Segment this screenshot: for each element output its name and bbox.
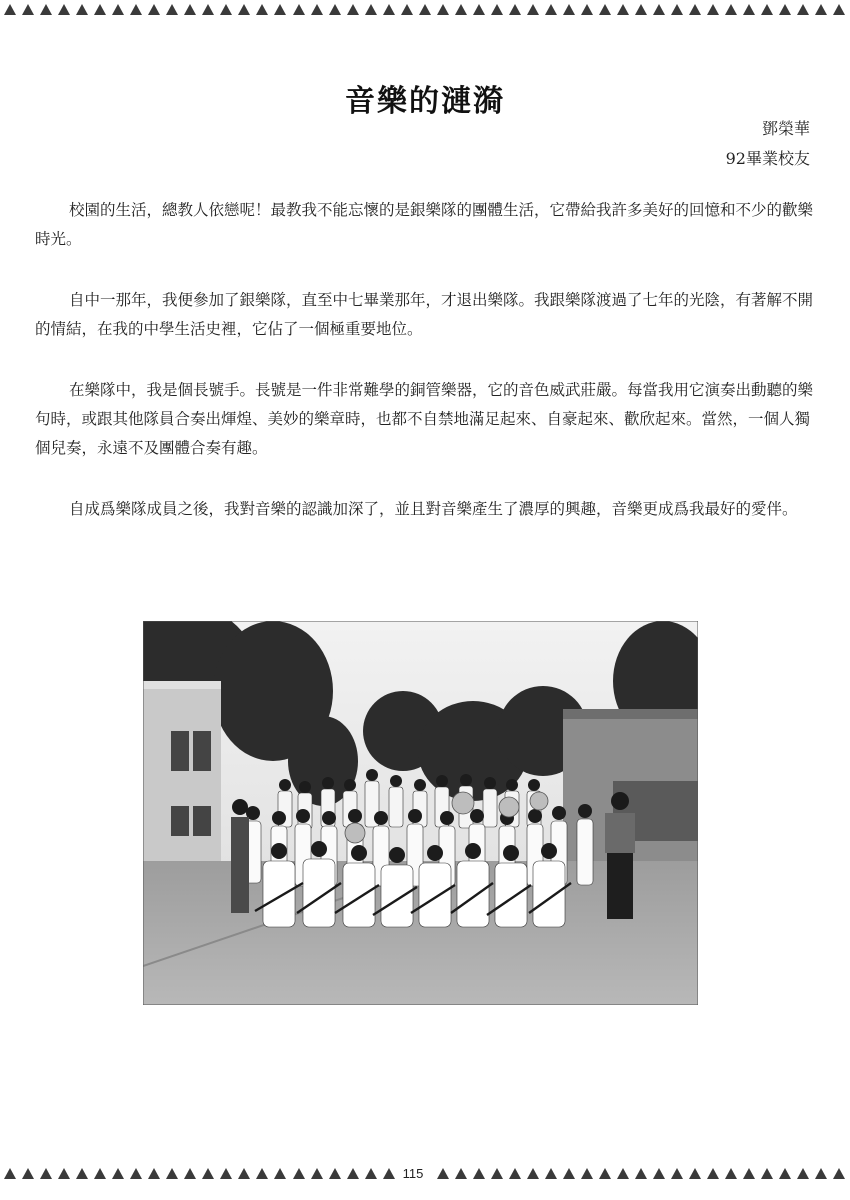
triangle-icon (563, 1168, 575, 1179)
triangle-icon (419, 4, 431, 15)
triangle-icon (599, 4, 611, 15)
triangle-icon (437, 4, 449, 15)
triangle-icon (112, 1168, 124, 1179)
triangle-icon (329, 4, 341, 15)
triangle-icon (743, 4, 755, 15)
triangle-icon (220, 4, 232, 15)
triangle-icon (347, 4, 359, 15)
triangle-icon (293, 1168, 305, 1179)
triangle-icon (833, 4, 845, 15)
triangle-icon (509, 4, 521, 15)
triangle-icon (329, 1168, 341, 1179)
triangle-icon (256, 4, 268, 15)
triangle-icon (653, 4, 665, 15)
triangle-icon (130, 1168, 142, 1179)
paragraph-4: 自成爲樂隊成員之後，我對音樂的認識加深了，並且對音樂產生了濃厚的興趣，音樂更成爲我最好的愛伴。 (69, 500, 798, 518)
triangle-icon (365, 1168, 377, 1179)
triangle-icon (311, 4, 323, 15)
triangle-icon (797, 1168, 809, 1179)
triangle-icon (455, 1168, 467, 1179)
triangle-icon (617, 1168, 629, 1179)
triangle-icon (22, 4, 34, 15)
triangle-icon (653, 1168, 665, 1179)
paragraph-2: 自中一那年，我便參加了銀樂隊，直至中七畢業那年，才退出樂隊。我跟樂隊渡過了七年的光陰，有著解不開的情結，在我的中學生活史裡，它佔了一個極重要地位。 (35, 291, 814, 338)
author-note: 92畢業校友 (725, 149, 810, 168)
triangle-icon (4, 1168, 16, 1179)
triangle-icon (833, 1168, 845, 1179)
triangle-icon (581, 1168, 593, 1179)
triangle-icon (112, 4, 124, 15)
triangle-icon (779, 1168, 791, 1179)
triangle-icon (527, 1168, 539, 1179)
triangle-icon (725, 4, 737, 15)
triangle-icon (202, 1168, 214, 1179)
triangle-icon (455, 4, 467, 15)
triangle-icon (545, 4, 557, 15)
triangle-icon (184, 1168, 196, 1179)
triangle-icon (58, 1168, 70, 1179)
triangle-icon (617, 4, 629, 15)
triangle-icon (238, 1168, 250, 1179)
triangle-icon (94, 1168, 106, 1179)
triangle-icon (166, 4, 178, 15)
triangle-icon (473, 4, 485, 15)
triangle-icon (743, 1168, 755, 1179)
author-name: 鄧榮華 (761, 119, 810, 138)
triangle-icon (58, 4, 70, 15)
triangle-icon (689, 4, 701, 15)
triangle-icon (545, 1168, 557, 1179)
triangle-icon (76, 4, 88, 15)
article-body (35, 196, 820, 556)
triangle-icon (274, 4, 286, 15)
byline (726, 114, 810, 174)
triangle-icon (761, 1168, 773, 1179)
triangle-icon (491, 4, 503, 15)
paragraph-1: 校園的生活，總教人依戀呢！最教我不能忘懷的是銀樂隊的團體生活，它帶給我許多美好的回憶和不少的歡樂時光。 (35, 201, 814, 248)
triangle-icon (383, 1168, 395, 1179)
triangle-icon (256, 1168, 268, 1179)
triangle-icon (599, 1168, 611, 1179)
band-group-photo (143, 621, 698, 1005)
triangle-icon (707, 4, 719, 15)
triangle-icon (635, 1168, 647, 1179)
triangle-icon (563, 4, 575, 15)
triangle-icon (274, 1168, 286, 1179)
triangle-icon (238, 4, 250, 15)
triangle-icon (202, 4, 214, 15)
triangle-icon (725, 1168, 737, 1179)
triangle-icon (40, 4, 52, 15)
triangle-icon (76, 1168, 88, 1179)
triangle-icon (94, 4, 106, 15)
triangle-icon (293, 4, 305, 15)
triangle-icon (815, 1168, 827, 1179)
paragraph-3: 在樂隊中，我是個長號手。長號是一件非常難學的銅管樂器，它的音色威武莊嚴。每當我用它演奏出動聽的樂句時，或跟其他隊員合奏出煇煌、美妙的樂章時，也都不自禁地滿足起來、自豪起來、歡欣起來。當然，一個人獨個兒奏，永遠不及團體合奏有趣。 (35, 381, 814, 457)
triangle-icon (40, 1168, 52, 1179)
triangle-icon (635, 4, 647, 15)
triangle-icon (365, 4, 377, 15)
triangle-icon (4, 4, 16, 15)
triangle-icon (166, 1168, 178, 1179)
triangle-icon (815, 4, 827, 15)
triangle-icon (347, 1168, 359, 1179)
triangle-icon (401, 4, 413, 15)
triangle-icon (509, 1168, 521, 1179)
triangle-icon (671, 4, 683, 15)
triangle-icon (311, 1168, 323, 1179)
triangle-icon (779, 4, 791, 15)
triangle-icon (437, 1168, 449, 1179)
top-triangle-border (0, 4, 850, 18)
triangle-icon (184, 4, 196, 15)
triangle-icon (689, 1168, 701, 1179)
article-title: 音樂的漣漪 (345, 84, 505, 120)
triangle-icon (797, 4, 809, 15)
triangle-icon (148, 1168, 160, 1179)
triangle-icon (707, 1168, 719, 1179)
triangle-icon (130, 4, 142, 15)
triangle-icon (671, 1168, 683, 1179)
triangle-icon (22, 1168, 34, 1179)
triangle-icon (148, 4, 160, 15)
page-number: 115 (402, 1166, 424, 1181)
triangle-icon (473, 1168, 485, 1179)
triangle-icon (581, 4, 593, 15)
triangle-icon (491, 1168, 503, 1179)
triangle-icon (220, 1168, 232, 1179)
triangle-icon (527, 4, 539, 15)
triangle-icon (383, 4, 395, 15)
triangle-icon (761, 4, 773, 15)
